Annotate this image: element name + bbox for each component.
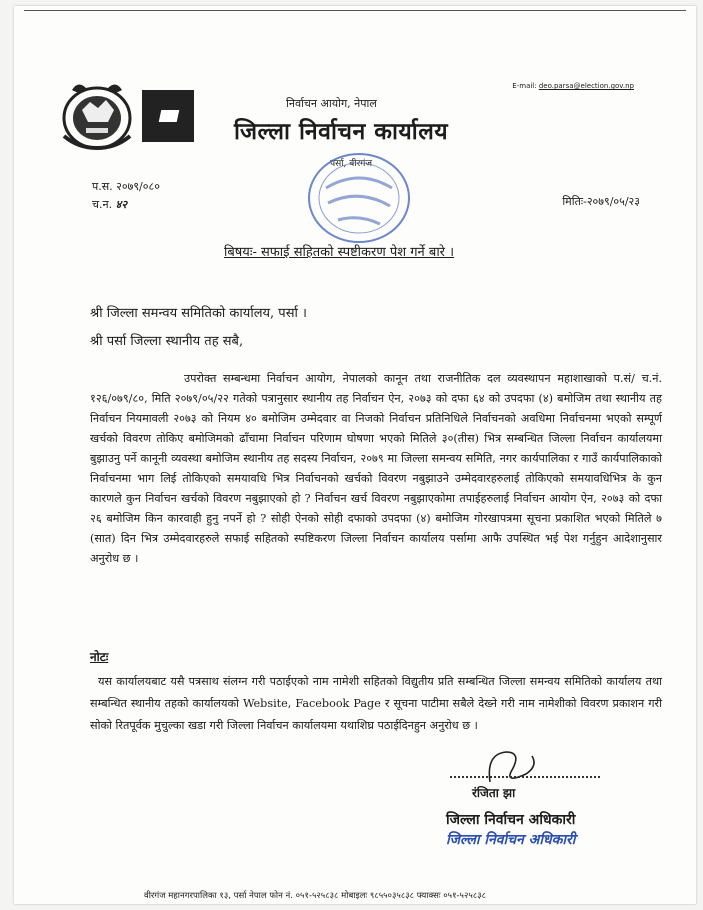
document-page — [14, 6, 696, 904]
signatory-stamp: जिल्ला निर्वाचन अधिकारी — [446, 832, 576, 848]
letter-date: मितिः-२०७९/०५/२३ — [562, 195, 640, 208]
organization-place: पर्सा, वीरगंज — [330, 159, 373, 169]
body-paragraph: उपरोक्त सम्बन्धमा निर्वाचन आयोग, नेपालको कानून तथा राजनीतिक दल व्यवस्थापन महाशाखाको प.सं/ च.नं. १२६/०७९/८०, मिति २०७९/०५/२२ गतेको पत्रानुसार स्थानीय तह निर्वाचन ऐन, २०७३ को दफा ६४ को उपदफा (४) बमोजिम तथा स्थानीय तह निर्वाचन नियमावली २०७३ को नियम ४० बमोजिम उम्मेदवार वा निजको निर्वाचन प्रतिनिधिले निर्वाचनको अवधिमा निर्वाचनमा भएको सम्पूर्ण खर्चको विवरण तोकिए बमोजिमको ढाँचामा निर्वाचन परिणाम घोषणा भएको मितिले ३०(तीस) भित्र सम्बन्धित जिल्ला निर्वाचन कार्यालयमा बुझाउनु पर्ने कानूनी व्यवस्था बमोजिम स्थानीय तह सदस्य निर्वाचन, २०७९ मा जिल्ला समन्वय समिति, नगर कार्यपालिका र गाउँ कार्यपालिकाको निर्वाचनमा भाग लिई तोकिएको समयावधि भित्र निर्वाचनको खर्चको विवरण नबुझाउने उम्मेदवारहरुलाई तोकिएको समयावधिभित्र के कुन कारणले कुन निर्वाचन खर्चको विवरण नबुझाएको हो ? निर्वाचन खर्च विवरण नबुझाएकोमा तपाईहरुलाई निर्वाचन आयोग ऐन, २०७३ को दफा २६ बमोजिम किन कारवाही हुनु नपर्ने हो ? सोही ऐनको सोही दफाको उपदफा (४) बमोजिम गोरखापत्रमा सूचना प्रकाशित भएको मितिले ७ (सात) दिन भित्र उम्मेदवारहरुले सफाई सहितको स्पष्टिकरण जिल्ला निर्वाचन कार्यालय पर्सामा आफै उपस्थित भई पेश गर्नुहुन आदेशानुसार अनुरोध छ । — [90, 372, 662, 565]
addressee-1: श्री जिल्ला समन्वय समितिको कार्यालय, पर्सा । — [90, 306, 307, 321]
addressee-2: श्री पर्सा जिल्ला स्थानीय तह सबै, — [90, 334, 244, 349]
signatory-name: रंजिता झा — [472, 786, 516, 800]
email-address: deo.parsa@election.gov.np — [538, 82, 634, 90]
note-heading: नोटः — [90, 650, 109, 664]
scan-top-line — [24, 10, 686, 11]
signature-line — [450, 776, 600, 778]
official-stamp — [304, 148, 414, 248]
subject-line: बिषयः- सफाई सहितको स्पष्टीकरण पेश गर्ने बारे । — [224, 245, 455, 260]
nepal-emblem-icon — [58, 78, 136, 152]
note-paragraph: यस कार्यालयबाट यसै पत्रसाथ संलग्न गरी पठाईएको नाम नामेशी सहितको विद्युतीय प्रति सम्बन्धित जिल्ला समन्वय समितिको कार्यालय तथा सम्बन्धित स्थानीय तहको कार्यालयको Website, Facebook Page र सूचना पाटीमा सबैले देख्ने गरी नाम नामेशीको विवरण प्रकाशन गरी सोको रितपूर्वक मुचुल्का खडा गरी जिल्ला निर्वाचन कार्यालयमा यथाशिघ्र पठाईदिनहुन अनुरोध छ । — [90, 675, 662, 732]
letter-number: प.स. २०७९/०८० — [92, 180, 160, 193]
footer-contact: वीरगंज महानगरपालिका १३, पर्सा नेपाल फोन नं. ०५१-५२५८३८ मोबाइलः ९८५५०३५८३८ फ्याक्सः ०५१-५२५८३८ — [144, 891, 487, 901]
email-line: E-mail: deo.parsa@election.gov.np — [512, 82, 634, 90]
dispatch-number: च.न. ४२ — [92, 198, 128, 211]
election-commission-logo — [142, 90, 194, 142]
reference-block — [92, 178, 160, 214]
signatory-title: जिल्ला निर्वाचन अधिकारी — [446, 812, 576, 828]
organization-subtitle: निर्वाचन आयोग, नेपाल — [286, 97, 377, 110]
organization-title: जिल्ला निर्वाचन कार्यालय — [234, 118, 449, 145]
